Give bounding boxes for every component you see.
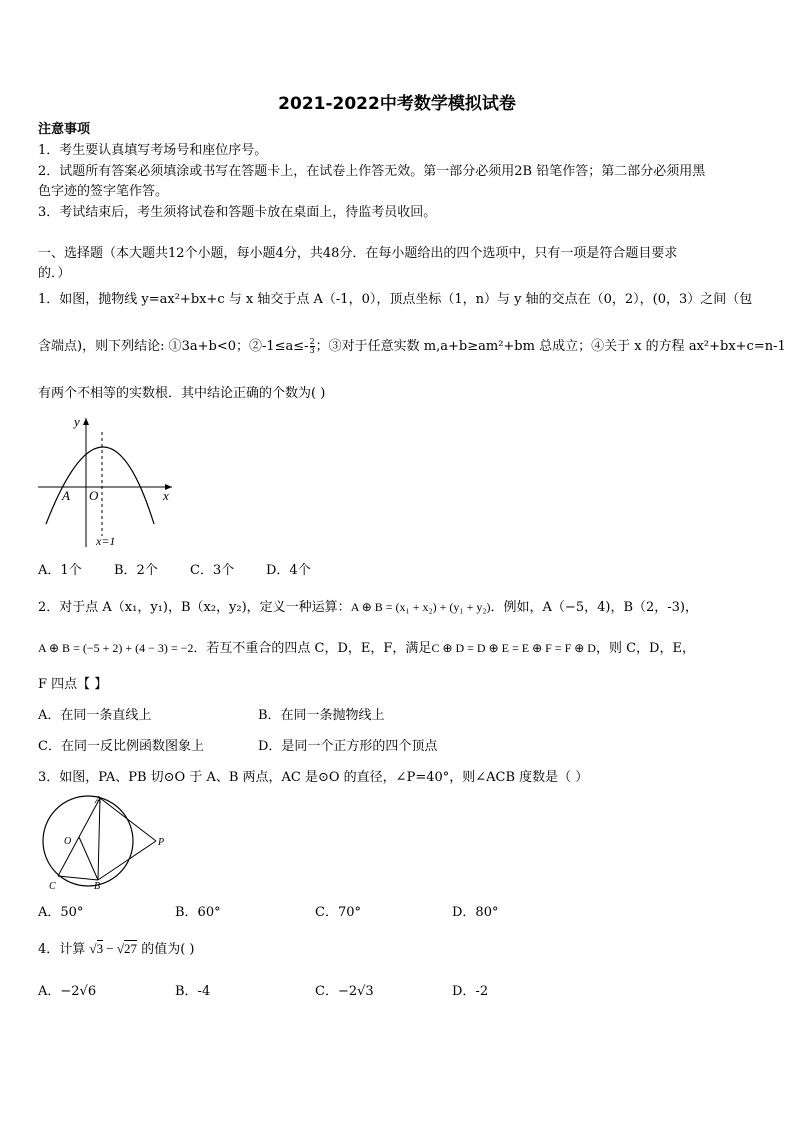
tangent-pb <box>98 841 156 880</box>
center-o-label: O <box>64 836 72 847</box>
radicand-1: 3 <box>96 941 104 956</box>
y-label: y <box>74 414 80 429</box>
radicand-2: 27 <box>124 941 138 956</box>
notice-item: 2．试题所有答案必须填涂或书写在答题卡上，在试卷上作答无效。第一部分必须用2B 铅笔作答；第二部分必须用黑 <box>38 164 706 179</box>
q2-formula-condition: C ⊕ D = D ⊕ E = E ⊕ F = F ⊕ D <box>431 641 596 655</box>
q4-option-d[interactable]: D．-2 <box>452 984 489 999</box>
q4-text-b: 的值为( ) <box>141 942 195 957</box>
q1-conditions-b: ；③对于任意实数 m,a+b≥am²+bm 总成立；④关于 x 的方程 ax²+bx+c=n-1 <box>315 339 786 354</box>
q2-text-c: ．若互不重合的四点 C，D，E，F，满足 <box>193 641 432 656</box>
y-axis-arrow <box>83 418 89 425</box>
q1-option-c[interactable]: C．3个 <box>190 563 235 578</box>
parabola-figure <box>36 412 176 552</box>
q2-text-b: ．例如，A（−5，4)，B（2，-3)， <box>490 600 699 615</box>
q2-option-c[interactable]: C．在同一反比例函数图象上 <box>38 739 204 754</box>
origin-label: O <box>89 488 99 503</box>
tangent-pa <box>100 798 156 841</box>
question-1-text-2 <box>38 338 786 356</box>
q2-text-d: ，则 C，D，E， <box>595 641 695 656</box>
notice-item: 色字迹的签字笔作答。 <box>38 184 169 199</box>
parabola-curve <box>46 447 154 524</box>
section-heading: 一、选择题（本大题共12个小题，每小题4分，共48分．在每小题给出的四个选项中，只有一项是符合题目要求 <box>38 246 678 261</box>
q3-option-b[interactable]: B．60° <box>175 905 221 920</box>
question-1-text: 1．如图，抛物线 y=ax²+bx+c 与 x 轴交于点 A（-1，0），顶点坐标（1，n）与 y 轴的交点在（0，2），(0，3）之间（包 <box>38 292 753 307</box>
minus-sign: − <box>106 941 114 956</box>
point-a-label: A <box>62 488 70 503</box>
q2-option-b[interactable]: B．在同一条抛物线上 <box>258 708 385 723</box>
circle-o <box>43 796 133 886</box>
q4-option-c[interactable]: C．−2√3 <box>315 984 374 999</box>
q4-option-b[interactable]: B．-4 <box>175 984 211 999</box>
notice-item: 1．考生要认真填写考场号和座位序号。 <box>38 143 268 158</box>
fraction-numerator: 2 <box>309 337 315 346</box>
q1-conditions-a: 含端点)，则下列结论: ①3a+b<0；②-1≤a≤- <box>38 339 309 354</box>
question-3-text: 3．如图，PA、PB 切⊙O 于 A、B 两点，AC 是⊙O 的直径，∠P=40°，则∠ACB 度数是（ ） <box>38 770 589 785</box>
point-b-label: B <box>94 881 101 892</box>
symmetry-axis-label: x=1 <box>96 534 116 548</box>
q3-option-a[interactable]: A．50° <box>38 905 84 920</box>
x-label: x <box>163 488 169 503</box>
section-heading-cont: 的．） <box>38 266 71 281</box>
question-2-text-3: F 四点【 】 <box>38 677 108 692</box>
q1-option-b[interactable]: B．2个 <box>114 563 158 578</box>
q2-formula-example: A ⊕ B = (−5 + 2) + (4 − 3) = −2 <box>38 641 194 655</box>
q2-formula-definition: A ⊕ B = (x₁ + x₂) + (y₁ + y₂) <box>350 600 491 614</box>
notice-item: 3．考试结束后，考生须将试卷和答题卡放在桌面上，待监考员收回。 <box>38 205 437 220</box>
q3-option-d[interactable]: D．80° <box>452 905 499 920</box>
chord-ab <box>98 798 100 880</box>
notice-heading: 注意事项 <box>38 122 91 137</box>
q4-option-a[interactable]: A．−2√6 <box>38 984 97 999</box>
segment-ob <box>79 837 98 880</box>
question-1-text-3: 有两个不相等的实数根．其中结论正确的个数为( ) <box>38 386 326 401</box>
fraction-denominator: 3 <box>309 346 315 355</box>
q1-option-d[interactable]: D．4个 <box>266 563 311 578</box>
page-title: 2021-2022中考数学模拟试卷 <box>278 94 516 114</box>
point-a-label: A <box>95 795 102 806</box>
point-p-label: P <box>158 837 165 848</box>
q2-text-a: 2．对于点 A（x₁，y₁)，B（x₂，y₂)，定义一种运算： <box>38 600 351 615</box>
q2-option-a[interactable]: A．在同一条直线上 <box>38 708 152 723</box>
question-2-text-2 <box>38 639 695 658</box>
q4-text-a: 4．计算 <box>38 942 86 957</box>
circle-tangent-figure <box>34 793 174 893</box>
fraction <box>310 338 315 355</box>
point-c-label: C <box>49 881 56 892</box>
q3-option-c[interactable]: C．70° <box>315 905 361 920</box>
q1-option-a[interactable]: A．1个 <box>38 563 82 578</box>
sqrt-expression: √3 − √27 <box>89 941 138 956</box>
question-4-text <box>38 940 194 959</box>
q2-option-d[interactable]: D．是同一个正方形的四个顶点 <box>258 739 438 754</box>
question-2-text <box>38 598 698 617</box>
